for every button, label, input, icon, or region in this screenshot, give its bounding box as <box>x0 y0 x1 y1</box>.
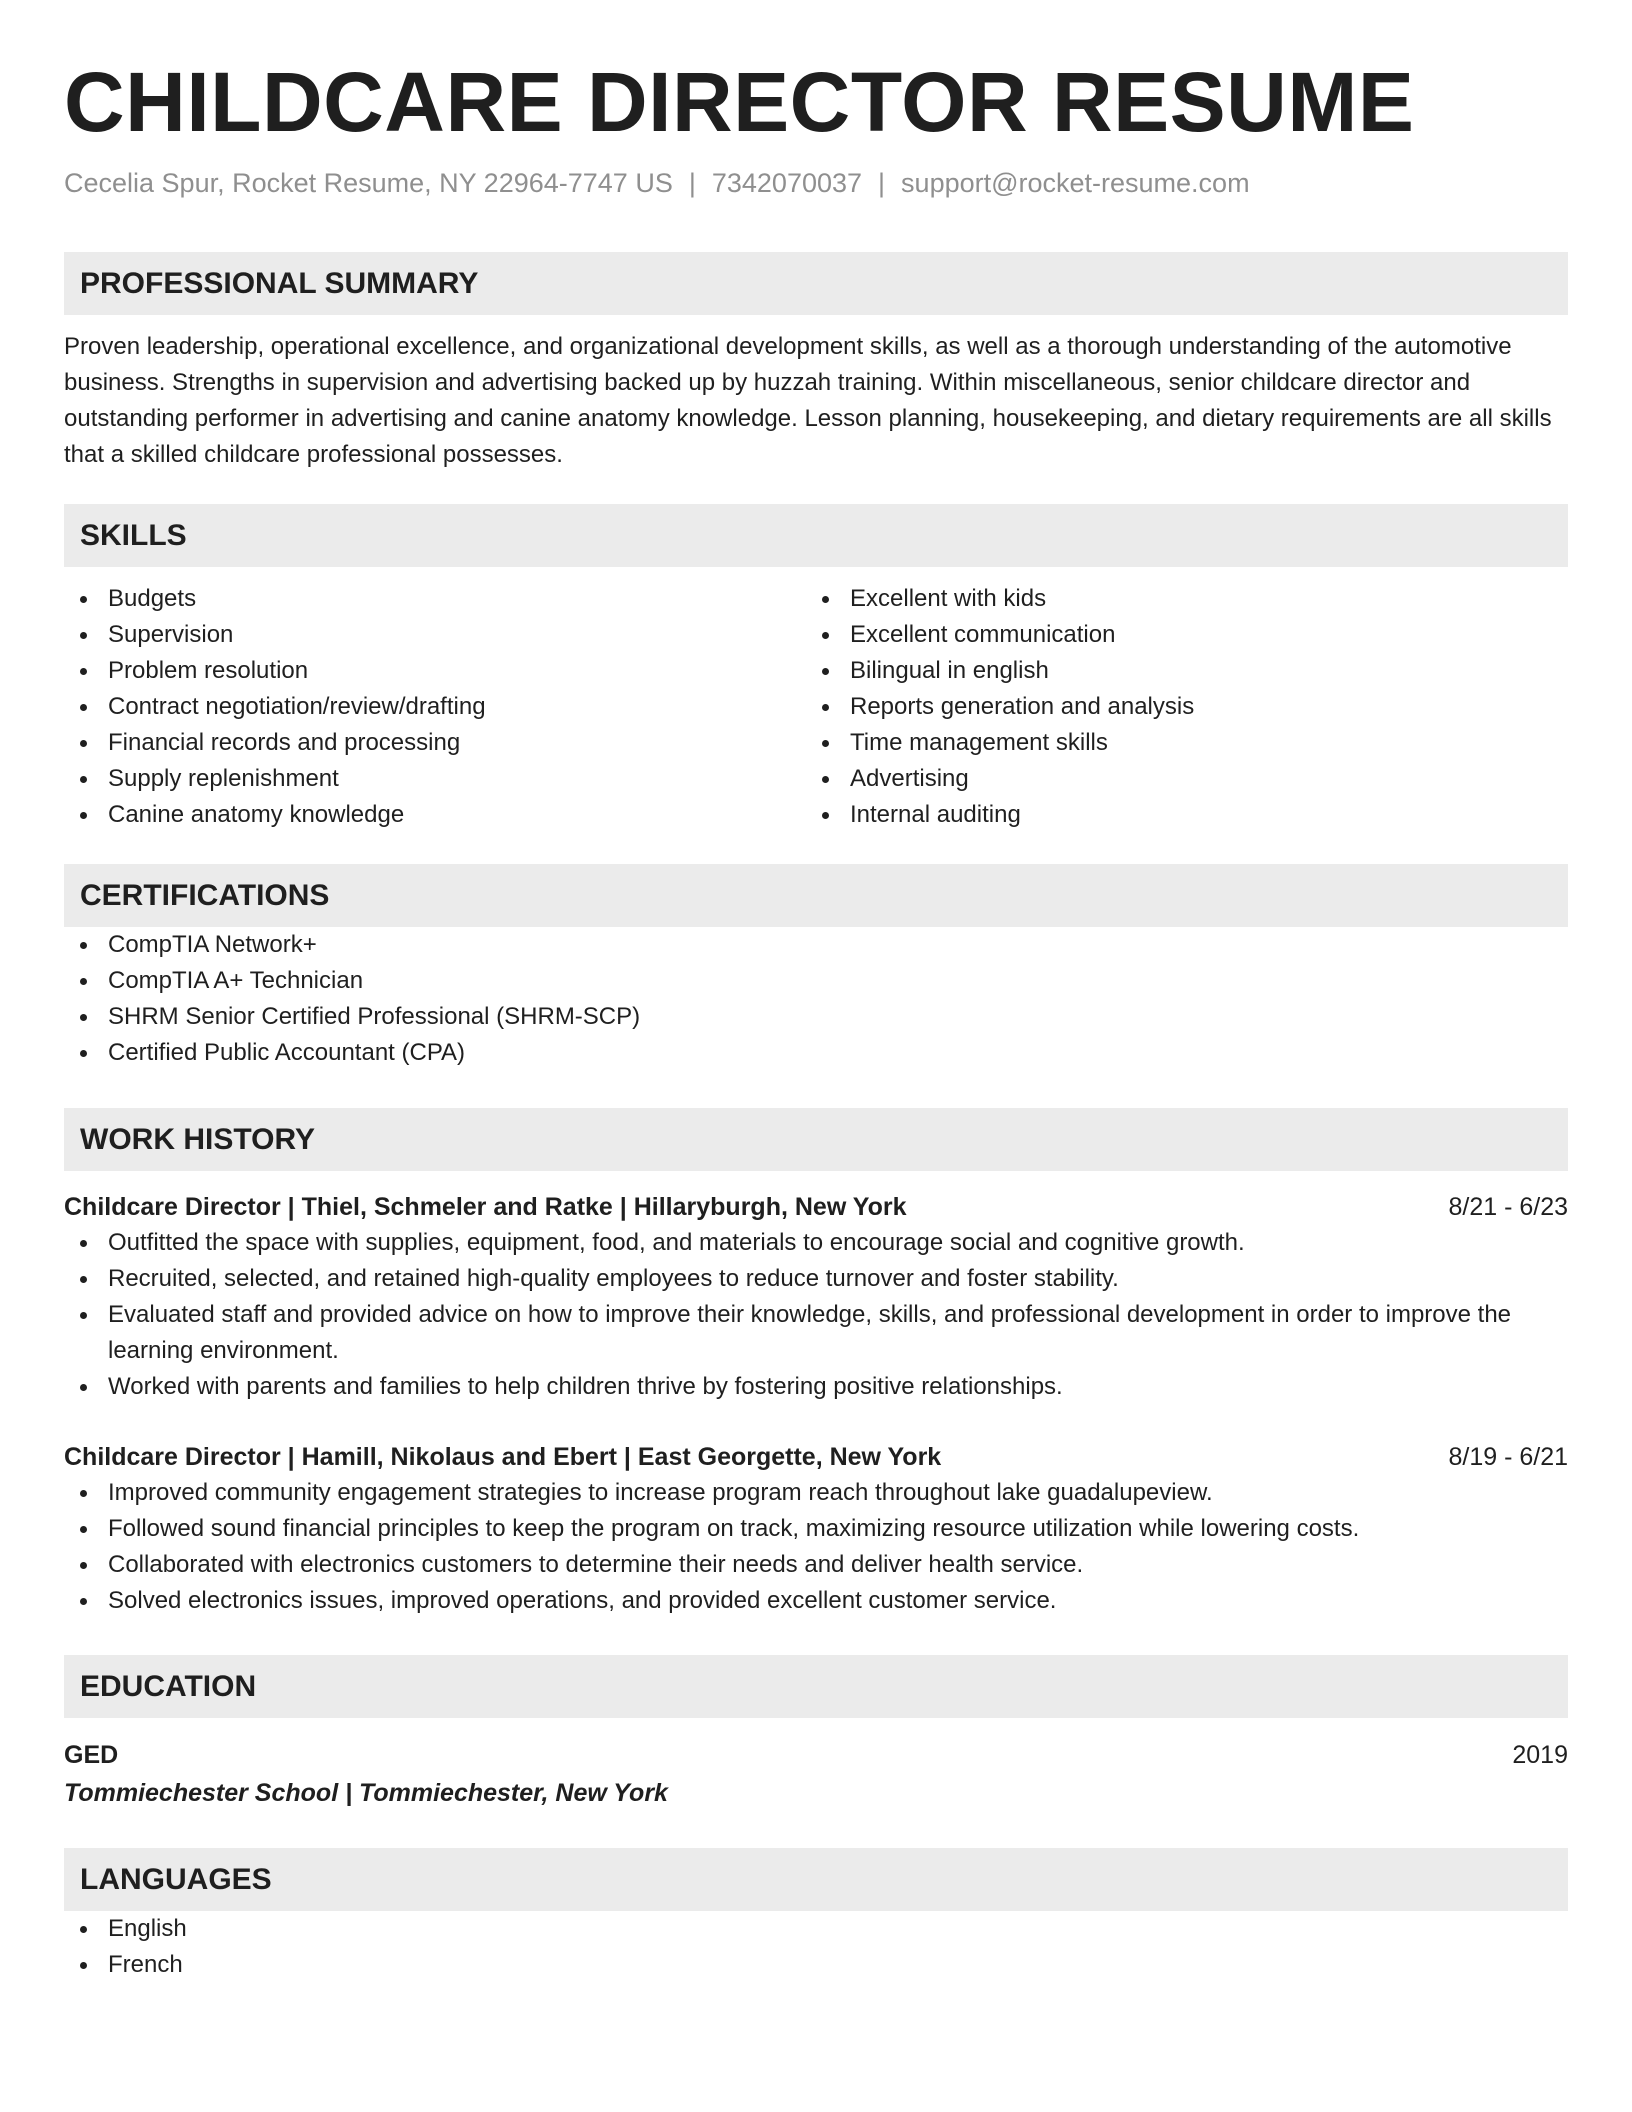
skill-item: Contract negotiation/review/drafting <box>64 689 806 725</box>
education-degree: GED <box>64 1741 119 1769</box>
job-bullet: Solved electronics issues, improved operations, and provided excellent customer service. <box>64 1583 1568 1619</box>
skill-item: Supervision <box>64 617 806 653</box>
education-entry <box>64 1736 1568 1812</box>
job-entry <box>64 1189 1568 1405</box>
job-dates: 8/19 - 6/21 <box>1448 1443 1568 1471</box>
education-header <box>64 1736 1568 1774</box>
certification-item: SHRM Senior Certified Professional (SHRM-SCP) <box>64 999 1568 1035</box>
section-heading-education: EDUCATION <box>64 1655 1568 1718</box>
contact-line <box>64 166 1568 200</box>
job-bullets <box>64 1225 1568 1405</box>
job-dates: 8/21 - 6/23 <box>1448 1193 1568 1221</box>
skill-item: Supply replenishment <box>64 761 806 797</box>
skills-grid <box>64 581 1568 833</box>
contact-email: support@rocket-resume.com <box>901 168 1250 198</box>
contact-separator: | <box>878 168 886 198</box>
skill-item: Bilingual in english <box>806 653 1548 689</box>
contact-address: Cecelia Spur, Rocket Resume, NY 22964-7747 US <box>64 168 673 198</box>
section-heading-summary: PROFESSIONAL SUMMARY <box>64 252 1568 315</box>
summary-text: Proven leadership, operational excellence, and organizational development skills, as well as a thorough understanding of the automotive business. Strengths in supervision and advertising backed up by huzzah training. Within miscellaneous, senior childcare director and outstanding performer in advertising and canine anatomy knowledge. Lesson planning, housekeeping, and dietary requirements are all skills that a skilled childcare professional possesses. <box>64 333 1552 468</box>
job-bullet: Outfitted the space with supplies, equipment, food, and materials to encourage social and cognitive growth. <box>64 1225 1568 1261</box>
job-bullet: Improved community engagement strategies to increase program reach throughout lake guadalupeview. <box>64 1475 1568 1511</box>
job-header <box>64 1439 1568 1475</box>
certification-item: CompTIA Network+ <box>64 927 1568 963</box>
skills-column-left <box>64 581 806 833</box>
section-heading-languages: LANGUAGES <box>64 1848 1568 1911</box>
certifications-list <box>64 927 1568 1071</box>
resume-title: CHILDCARE DIRECTOR RESUME <box>64 55 1415 149</box>
skill-item: Budgets <box>64 581 806 617</box>
job-header <box>64 1189 1568 1225</box>
section-heading-work-history: WORK HISTORY <box>64 1108 1568 1171</box>
language-item: English <box>64 1911 1568 1947</box>
skill-item: Internal auditing <box>806 797 1548 833</box>
skills-column-right <box>806 581 1548 833</box>
education-school: Tommiechester School | Tommiechester, New York <box>64 1779 668 1807</box>
job-entry <box>64 1439 1568 1619</box>
section-heading-certifications: CERTIFICATIONS <box>64 864 1568 927</box>
job-bullet: Followed sound financial principles to keep the program on track, maximizing resource utilization while lowering costs. <box>64 1511 1568 1547</box>
skill-item: Excellent communication <box>806 617 1548 653</box>
job-bullet: Collaborated with electronics customers to determine their needs and deliver health service. <box>64 1547 1568 1583</box>
job-bullet: Worked with parents and families to help children thrive by fostering positive relationships. <box>64 1369 1568 1405</box>
certification-item: Certified Public Accountant (CPA) <box>64 1035 1568 1071</box>
skills-list-right <box>806 581 1548 833</box>
skill-item: Time management skills <box>806 725 1548 761</box>
education-year: 2019 <box>1512 1741 1568 1769</box>
job-bullets <box>64 1475 1568 1619</box>
contact-phone: 7342070037 <box>711 168 863 198</box>
certification-item: CompTIA A+ Technician <box>64 963 1568 999</box>
skill-item: Reports generation and analysis <box>806 689 1548 725</box>
skills-list-left <box>64 581 806 833</box>
job-bullet: Evaluated staff and provided advice on how to improve their knowledge, skills, and professional development in order to improve the learning environment. <box>64 1297 1568 1369</box>
section-heading-skills: SKILLS <box>64 504 1568 567</box>
contact-separator: | <box>688 168 696 198</box>
skill-item: Excellent with kids <box>806 581 1548 617</box>
job-title: Childcare Director | Hamill, Nikolaus and Ebert | East Georgette, New York <box>64 1443 942 1471</box>
language-item: French <box>64 1947 1568 1983</box>
skill-item: Financial records and processing <box>64 725 806 761</box>
job-bullet: Recruited, selected, and retained high-quality employees to reduce turnover and foster stability. <box>64 1261 1568 1297</box>
languages-list <box>64 1911 1568 1983</box>
skill-item: Canine anatomy knowledge <box>64 797 806 833</box>
resume-page <box>64 52 1568 1983</box>
skill-item: Advertising <box>806 761 1548 797</box>
job-title: Childcare Director | Thiel, Schmeler and Ratke | Hillaryburgh, New York <box>64 1193 907 1221</box>
skill-item: Problem resolution <box>64 653 806 689</box>
